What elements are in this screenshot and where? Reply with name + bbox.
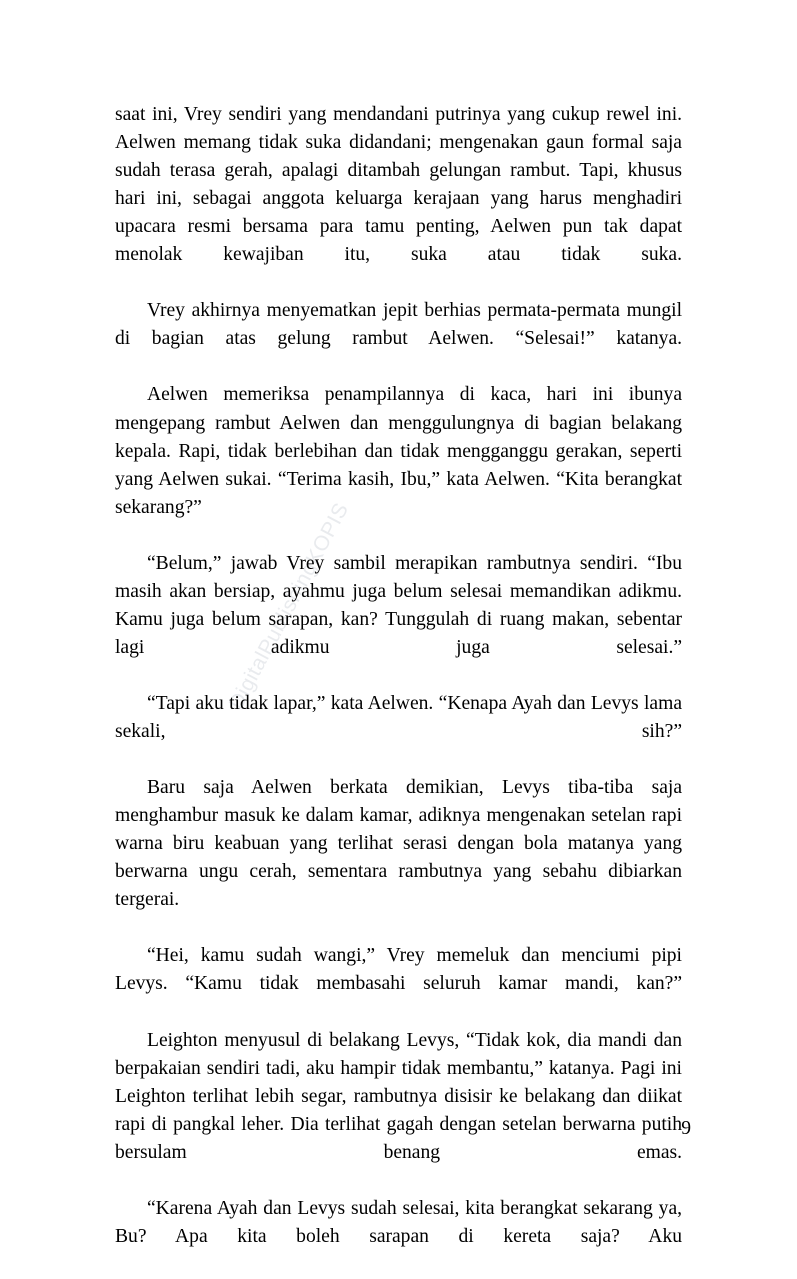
paragraph: “Karena Ayah dan Levys sudah selesai, kita berangkat sekarang ya, Bu? Apa kita boleh sarapan di kereta saja? Aku — [115, 1197, 682, 1247]
paragraph: “Belum,” jawab Vrey sambil merapikan rambutnya sendiri. “Ibu masih akan bersiap, ayahmu juga belum selesai memandikan adikmu. Kamu juga belum sarapan, kan? Tunggulah di ruang makan, sebentar lagi adikmu juga selesai.” — [115, 552, 682, 658]
page-number: 9 — [681, 1118, 691, 1139]
page-text-block — [115, 101, 682, 1279]
watermark-text: DigitalPublishingKOPIS — [224, 498, 354, 714]
paragraph: Leighton menyusul di belakang Levys, “Tidak kok, dia mandi dan berpakaian sendiri tadi, aku hampir tidak membantu,” katanya. Pagi ini Leighton terlihat lebih segar, rambutnya disisir ke belakang dan diikat rapi di pangkal leher. Dia terlihat gagah dengan setelan berwarna putih bersulam benang emas. — [115, 1029, 682, 1163]
paragraph: “Hei, kamu sudah wangi,” Vrey memeluk dan menciumi pipi Levys. “Kamu tidak membasahi seluruh kamar mandi, kan?” — [115, 945, 682, 995]
paragraph: “Tapi aku tidak lapar,” kata Aelwen. “Kenapa Ayah dan Levys lama sekali, sih?” — [115, 692, 682, 743]
paragraph: Aelwen memeriksa penampilannya di kaca, hari ini ibunya mengepang rambut Aelwen dan menggulungnya di bagian belakang kepala. Rapi, tidak berlebihan dan tidak mengganggu gerakan, seperti yang Aelwen sukai. “Terima kasih, Ibu,” kata Aelwen. “Kita berangkat sekarang?” — [115, 384, 682, 518]
paragraph: Vrey akhirnya menyematkan jepit berhias permata-permata mungil di bagian atas gelung rambut Aelwen. “Selesai!” katanya. — [115, 300, 682, 350]
paragraph: Baru saja Aelwen berkata demikian, Levys tiba-tiba saja menghambur masuk ke dalam kamar, adiknya mengenakan setelan rapi warna biru keabuan yang terlihat serasi dengan bola matanya yang berwarna ungu cerah, sementara rambutnya yang sebahu dibiarkan tergerai. — [115, 777, 682, 911]
paragraph: saat ini, Vrey sendiri yang mendandani putrinya yang cukup rewel ini. Aelwen memang tidak suka didandani; mengenakan gaun formal saja sudah terasa gerah, apalagi ditambah gelungan rambut. Tapi, khusus hari ini, sebagai anggota keluarga kerajaan yang harus menghadiri upacara resmi bersama para tamu penting, Aelwen pun tak dapat menolak kewajiban itu, suka atau tidak suka. — [115, 104, 682, 266]
